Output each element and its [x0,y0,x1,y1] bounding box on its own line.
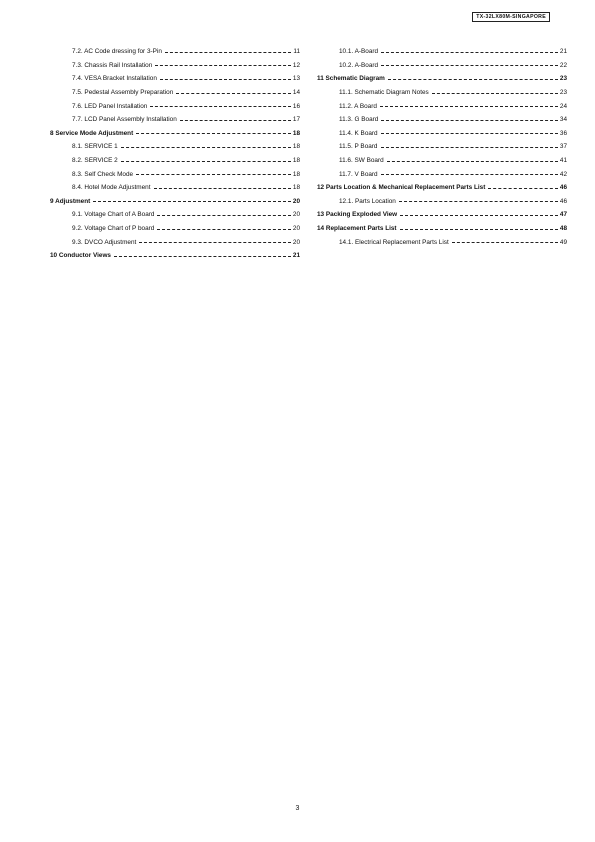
toc-entry-page: 42 [559,170,567,178]
toc-entry-title: 11.6. SW Board [339,157,384,165]
toc-entry[interactable] [50,45,300,59]
toc-entry[interactable] [50,181,300,195]
toc-leader-line [380,106,558,107]
toc-entry-page: 11 [293,48,300,56]
toc-leader-line [388,79,558,80]
toc-leader-line [381,120,558,121]
toc-leader-line [432,93,558,94]
page-number: 3 [295,805,300,812]
toc-entry[interactable] [50,167,300,181]
toc-entry[interactable] [317,195,567,209]
toc-entry[interactable] [50,99,300,113]
toc-entry-title: 7.3. Chassis Rail Installation [72,61,153,69]
toc-entry-title: 9.2. Voltage Chart of P board [72,225,155,233]
toc-entry-page: 20 [292,197,300,205]
toc-entry-page: 14 [292,89,300,97]
toc-entry-page: 20 [292,211,300,219]
toc-entry-page: 18 [292,143,300,151]
toc-entry[interactable] [317,222,567,236]
toc-entry[interactable] [317,113,567,127]
toc-leader-line [139,242,291,243]
toc-leader-line [93,201,291,202]
toc-entry-title: 14 Replacement Parts List [317,225,397,233]
toc-entry-page: 24 [559,102,567,110]
toc-leader-line [121,161,291,162]
toc-entry-title: 8.1. SERVICE 1 [72,143,118,151]
toc-entry-page: 46 [559,197,567,205]
toc-leader-line [400,229,558,230]
toc-leader-line [381,65,558,66]
toc-entry-title: 9.1. Voltage Chart of A Board [72,211,155,219]
toc-entry-title: 11.5. P Board [339,143,378,151]
toc-entry-title: 8.2. SERVICE 2 [72,157,118,165]
toc-leader-line [157,215,290,216]
toc-entry-page: 22 [559,61,567,69]
toc-entry-title: 14.1. Electrical Replacement Parts List [339,238,449,246]
toc-entry[interactable] [50,86,300,100]
toc-entry-page: 21 [559,48,567,56]
toc-entry[interactable] [50,208,300,222]
toc-entry-title: 10 Conductor Views [50,252,111,260]
toc-entry-title: 7.7. LCD Panel Assembly Installation [72,116,177,124]
toc-entry-title: 12.1. Parts Location [339,197,396,205]
toc-entry-title: 11.2. A Board [339,102,377,110]
toc-entry-title: 9.3. DVCO Adjustment [72,238,137,246]
toc-entry[interactable] [50,249,300,263]
toc-entry[interactable] [317,167,567,181]
toc-leader-line [165,52,291,53]
toc-entry[interactable] [50,235,300,249]
toc-leader-line [121,147,291,148]
toc-leader-line [160,79,291,80]
toc-leader-line [381,52,558,53]
toc-entry-page: 17 [292,116,300,124]
toc-leader-line [136,174,291,175]
toc-entry-title: 10.2. A-Board [339,61,379,69]
toc-entry-page: 16 [292,102,300,110]
toc-right-column [317,45,567,249]
toc-entry-page: 49 [559,238,567,246]
toc-entry-page: 20 [292,225,300,233]
toc-entry[interactable] [317,86,567,100]
toc-leader-line [157,229,291,230]
toc-entry-page: 18 [292,170,300,178]
toc-leader-line [387,161,558,162]
toc-entry-page: 18 [292,157,300,165]
toc-leader-line [381,174,558,175]
toc-entry[interactable] [50,127,300,141]
toc-entry[interactable] [317,208,567,222]
toc-entry-page: 20 [292,238,300,246]
toc-entry-page: 36 [559,129,567,137]
toc-entry[interactable] [50,140,300,154]
toc-entry[interactable] [50,222,300,236]
toc-entry-page: 23 [559,75,567,83]
toc-leader-line [150,106,291,107]
toc-entry-title: 11.1. Schematic Diagram Notes [339,89,429,97]
toc-entry-page: 46 [559,184,567,192]
toc-entry-title: 11.7. V Board [339,170,378,178]
toc-entry-page: 18 [292,184,300,192]
toc-entry[interactable] [317,45,567,59]
toc-entry-title: 7.5. Pedestal Assembly Preparation [72,89,174,97]
toc-entry-title: 7.2. AC Code dressing for 3-Pin [72,48,162,56]
toc-leader-line [180,120,291,121]
toc-entry-title: 13 Packing Exploded View [317,211,398,219]
toc-entry-page: 18 [292,129,300,137]
toc-entry[interactable] [317,181,567,195]
model-tag: TX-32LX80M-SINGAPORE [472,12,550,22]
toc-entry-page: 12 [292,61,300,69]
toc-entry[interactable] [50,59,300,73]
toc-entry-title: 11.3. G Board [339,116,379,124]
toc-entry[interactable] [50,154,300,168]
toc-entry-page: 34 [559,116,567,124]
toc-entry-title: 9 Adjustment [50,197,91,205]
toc-leader-line [155,65,291,66]
toc-entry[interactable] [317,72,567,86]
toc-entry-title: 11 Schematic Diagram [317,75,385,83]
toc-entry-page: 37 [559,143,567,151]
toc-entry-title: 10.1. A-Board [339,48,379,56]
toc-entry-page: 48 [559,225,567,233]
toc-entry-page: 13 [292,75,300,83]
toc-entry-page: 41 [559,157,567,165]
toc-entry[interactable] [50,72,300,86]
toc-entry[interactable] [50,113,300,127]
toc-entry[interactable] [317,99,567,113]
toc-entry-title: 12 Parts Location & Mechanical Replacement Parts List [317,184,486,192]
toc-leader-line [136,133,291,134]
toc-leader-line [176,93,291,94]
toc-leader-line [381,147,558,148]
toc-entry-page: 21 [292,252,300,260]
toc-entry-title: 7.4. VESA Bracket Installation [72,75,157,83]
toc-leader-line [114,256,291,257]
toc-entry[interactable] [317,140,567,154]
toc-entry-title: 8.4. Hotel Mode Adjustment [72,184,151,192]
toc-entry-title: 7.6. LED Panel Installation [72,102,148,110]
toc-leader-line [488,188,558,189]
toc-entry[interactable] [317,154,567,168]
toc-leader-line [400,215,558,216]
toc-entry[interactable] [50,195,300,209]
toc-leader-line [452,242,558,243]
toc-entry-title: 8 Service Mode Adjustment [50,129,134,137]
toc-entry[interactable] [317,59,567,73]
toc-entry[interactable] [317,235,567,249]
toc-entry[interactable] [317,127,567,141]
toc-entry-page: 47 [559,211,567,219]
toc-leader-line [381,133,558,134]
toc-left-column [50,45,300,263]
toc-leader-line [399,201,558,202]
toc-entry-page: 23 [559,89,567,97]
toc-entry-title: 8.3. Self Check Mode [72,170,134,178]
toc-leader-line [154,188,291,189]
toc-entry-title: 11.4. K Board [339,129,378,137]
